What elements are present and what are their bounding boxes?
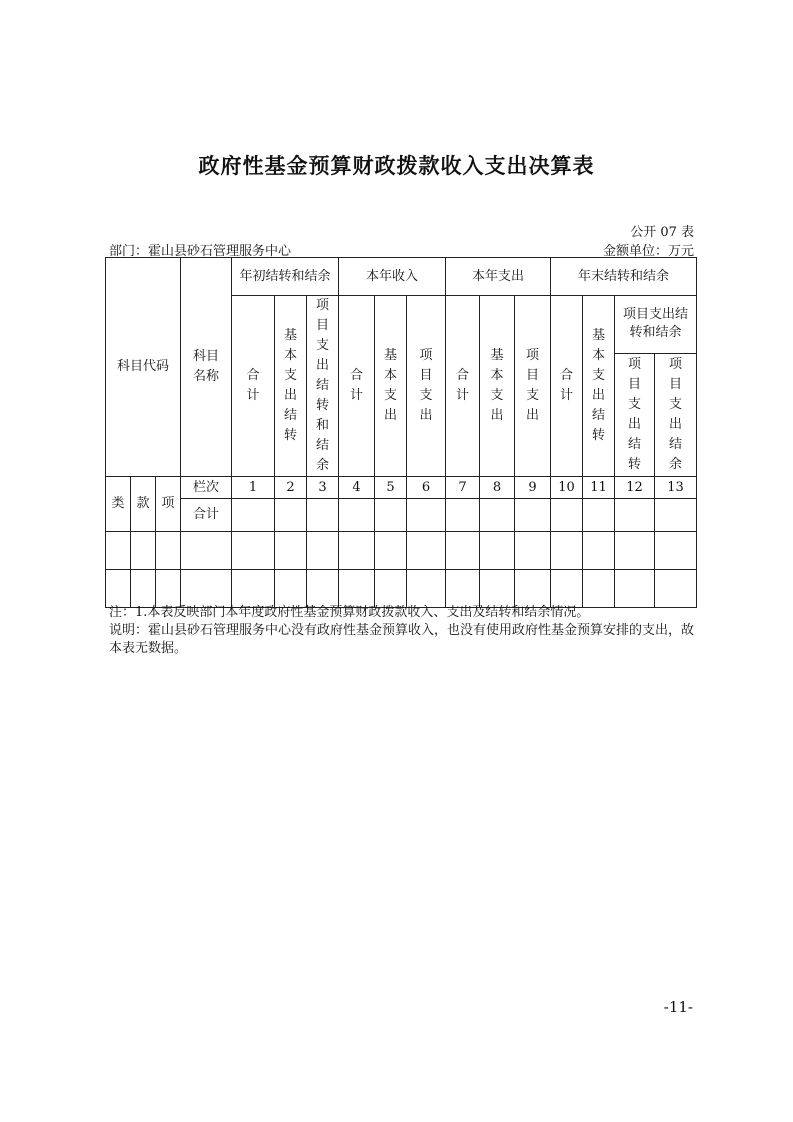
table-row (106, 532, 697, 570)
table-cell (515, 532, 551, 570)
header-expense-basic: 基本支出 (480, 296, 515, 477)
header-subject-name: 科目名称 (181, 258, 232, 477)
header-income-project: 项目支出 (407, 296, 446, 477)
table-cell (407, 570, 446, 608)
table-cell (615, 532, 655, 570)
col-number: 1 (232, 477, 275, 499)
table-cell (446, 570, 480, 608)
header-group-expense: 本年支出 (446, 258, 551, 296)
table-cell (339, 570, 375, 608)
header-end-project-carry: 项目支出结转 (615, 353, 655, 476)
col-number: 5 (375, 477, 407, 499)
table-cell (375, 499, 407, 532)
table-cell (181, 532, 232, 570)
table-cell (106, 570, 131, 608)
table-cell (232, 499, 275, 532)
header-income-total: 合计 (339, 296, 375, 477)
header-subject-code: 科目代码 (106, 258, 181, 477)
table-cell (551, 570, 583, 608)
report-table (105, 257, 697, 608)
table-cell (307, 570, 339, 608)
table-cell (583, 532, 615, 570)
table-cell (583, 570, 615, 608)
col-number: 13 (655, 477, 697, 499)
header-kind: 类 (106, 477, 131, 532)
col-number: 6 (407, 477, 446, 499)
col-number: 9 (515, 477, 551, 499)
header-section: 款 (131, 477, 156, 532)
table-cell (339, 532, 375, 570)
table-cell (480, 532, 515, 570)
table-cell (655, 570, 697, 608)
header-end-total: 合计 (551, 296, 583, 477)
table-cell (615, 570, 655, 608)
header-income-basic: 基本支出 (375, 296, 407, 477)
col-number: 12 (615, 477, 655, 499)
table-cell (307, 499, 339, 532)
table-cell (131, 570, 156, 608)
table-cell (275, 499, 307, 532)
table-cell (375, 570, 407, 608)
table-cell (551, 499, 583, 532)
header-col-no: 栏次 (181, 477, 232, 499)
header-item: 项 (156, 477, 181, 532)
header-end-project-carry-balance: 项目支出结转和结余 (615, 296, 697, 354)
table-cell (307, 532, 339, 570)
table-cell (232, 570, 275, 608)
header-end-project-balance: 项目支出结余 (655, 353, 697, 476)
page-title: 政府性基金预算财政拨款收入支出决算表 (198, 154, 595, 178)
table-row (106, 570, 697, 608)
table-cell (615, 499, 655, 532)
header-expense-project: 项目支出 (515, 296, 551, 477)
header-begin-project-carry-balance: 项目支出结转和结余 (307, 296, 339, 477)
table-cell (515, 570, 551, 608)
table-cell (156, 570, 181, 608)
table-cell (106, 532, 131, 570)
header-group-begin: 年初结转和结余 (232, 258, 339, 296)
col-number: 11 (583, 477, 615, 499)
table-cell (446, 532, 480, 570)
col-number: 7 (446, 477, 480, 499)
department-label: 部门：霍山县砂石管理服务中心 (109, 244, 292, 259)
header-begin-total: 合计 (232, 296, 275, 477)
table-cell (275, 532, 307, 570)
table-cell (131, 532, 156, 570)
table-row-total (106, 499, 697, 532)
table-cell (156, 532, 181, 570)
table-cell (655, 499, 697, 532)
col-number: 4 (339, 477, 375, 499)
table-cell (515, 499, 551, 532)
table-cell (446, 499, 480, 532)
table-cell (551, 532, 583, 570)
note-explanation: 说明：霍山县砂石管理服务中心没有政府性基金预算收入，也没有使用政府性基金预算安排的支出，故本表无数据。 (109, 623, 695, 656)
table-cell (181, 570, 232, 608)
table-cell (583, 499, 615, 532)
col-number: 8 (480, 477, 515, 499)
notes (109, 604, 699, 658)
header-begin-basic-carry: 基本支出结转 (275, 296, 307, 477)
table-cell (480, 570, 515, 608)
table-cell (275, 570, 307, 608)
col-number: 10 (551, 477, 583, 499)
table-cell (407, 532, 446, 570)
table-cell (407, 499, 446, 532)
col-number: 3 (307, 477, 339, 499)
col-number: 2 (275, 477, 307, 499)
table-cell (339, 499, 375, 532)
header-group-end: 年末结转和结余 (551, 258, 697, 296)
table-cell (375, 532, 407, 570)
unit-label: 金额单位：万元 (602, 244, 694, 259)
note-1: 注：1.本表反映部门本年度政府性基金预算财政拨款收入、支出及结转和结余情况。 (109, 605, 590, 620)
header-end-basic-carry: 基本支出结转 (583, 296, 615, 477)
header-group-income: 本年收入 (339, 258, 446, 296)
table-cell (655, 532, 697, 570)
table-cell (480, 499, 515, 532)
header-expense-total: 合计 (446, 296, 480, 477)
page-number: -11- (663, 998, 693, 1016)
row-total-label: 合计 (181, 499, 232, 532)
table-cell (232, 532, 275, 570)
form-number: 公开 07 表 (630, 225, 694, 240)
